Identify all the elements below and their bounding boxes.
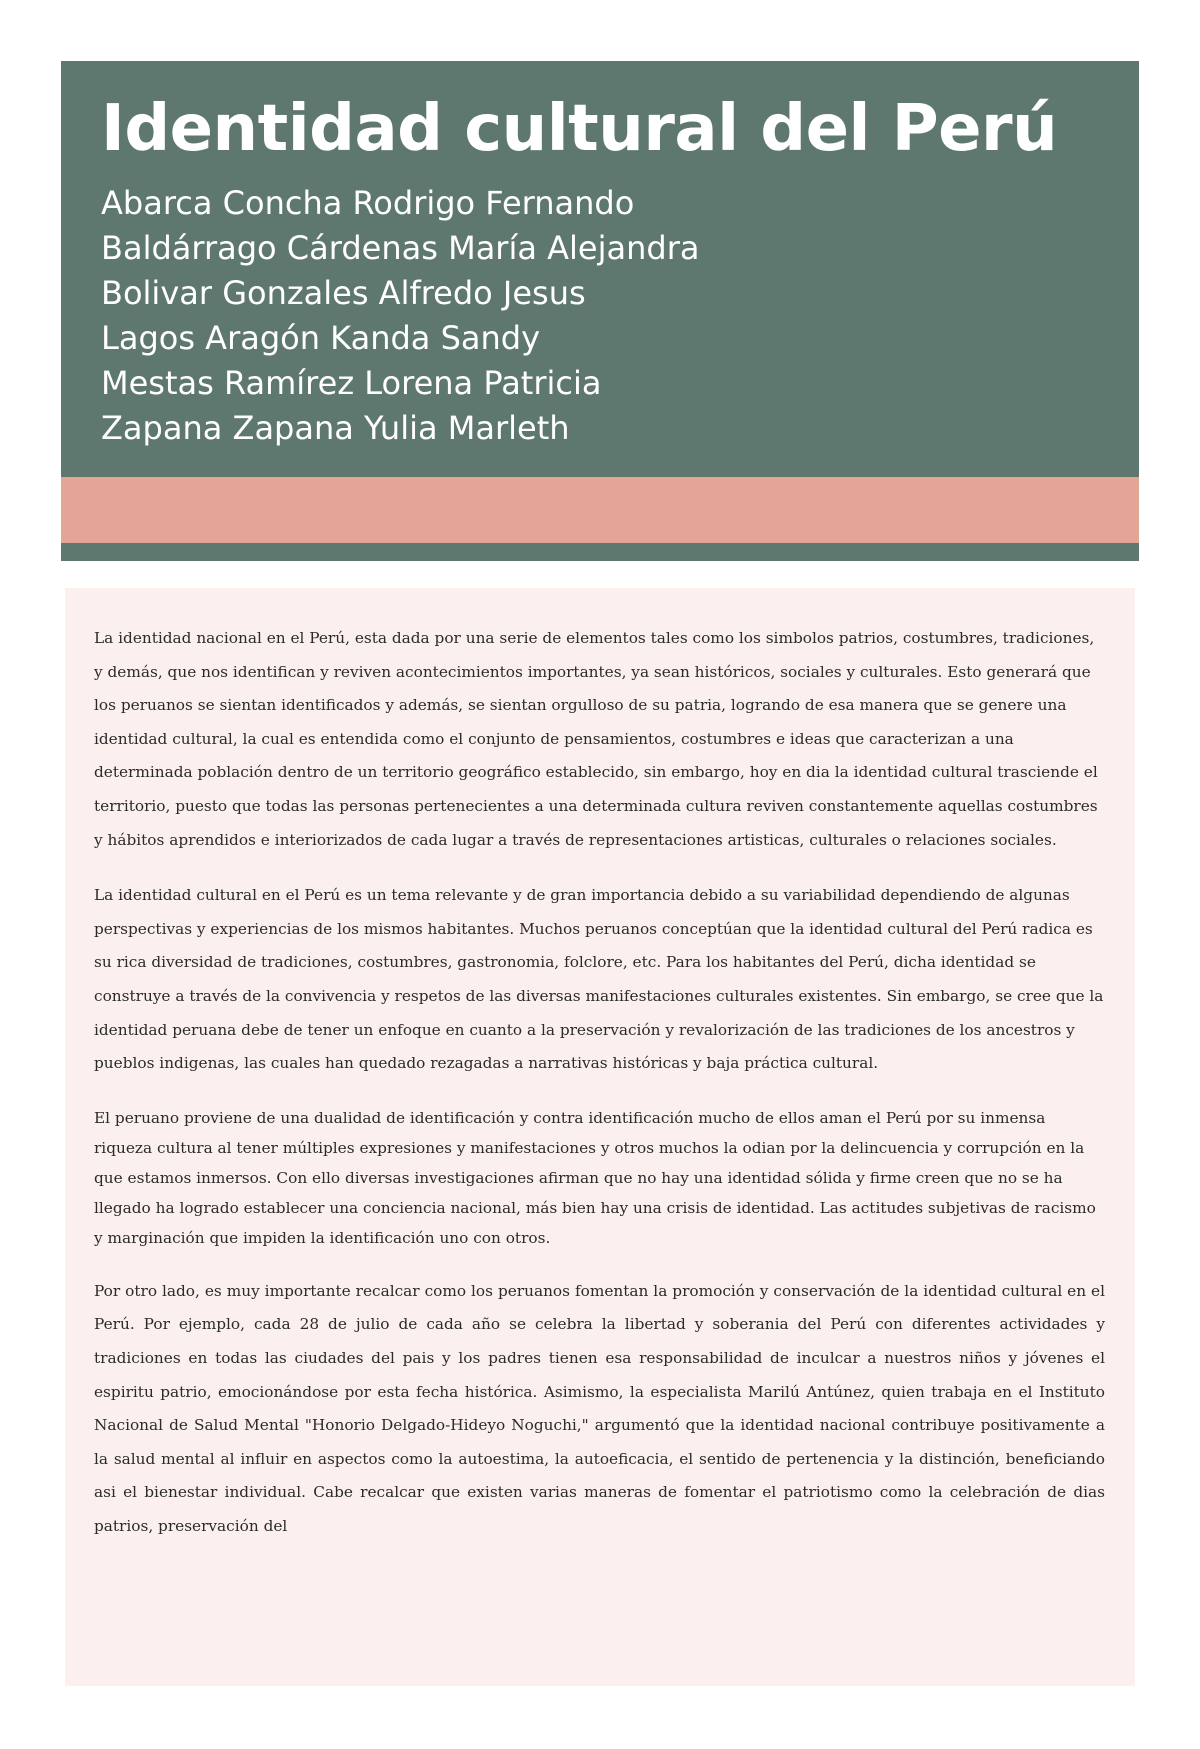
author-list <box>101 181 699 451</box>
author-name: Bolivar Gonzales Alfredo Jesus <box>101 274 586 312</box>
author-name: Abarca Concha Rodrigo Fernando <box>101 184 635 222</box>
paragraph-1: La identidad nacional en el Perú, esta dada por una serie de elementos tales como los simbolos patrios, costumbres, tradiciones, y demás, que nos identifican y reviven acontecimientos importantes, ya sean históricos, sociales y culturales. Esto generará que los peruanos se sientan identificados y además, se sientan orgulloso de su patria, logrando de esa manera que se genere una identidad cultural, la cual es entendida como el conjunto de pensamientos, costumbres e ideas que caracterizan a una determinada población dentro de un territorio geográfico establecido, sin embargo, hoy en dia la identidad cultural trasciende el territorio, puesto que todas las personas pertenecientes a una determinada cultura reviven constantemente aquellas costumbres y hábitos aprendidos e interiorizados de cada lugar a través de representaciones artisticas, culturales o relaciones sociales. <box>94 629 1098 849</box>
author-name: Baldárrago Cárdenas María Alejandra <box>101 229 700 267</box>
body-text-panel <box>65 588 1135 1686</box>
author-name: Zapana Zapana Yulia Marleth <box>101 409 570 447</box>
header-banner <box>61 61 1139 561</box>
paragraph-2: La identidad cultural en el Perú es un tema relevante y de gran importancia debido a su variabilidad dependiendo de algunas perspectivas y experiencias de los mismos habitantes. Muchos peruanos conceptúan que la identidad cultural del Perú radica es su rica diversidad de tradiciones, costumbres, gastronomia, folclore, etc. Para los habitantes del Perú, dicha identidad se construye a través de la convivencia y respetos de las diversas manifestaciones culturales existentes. Sin embargo, se cree que la identidad peruana debe de tener un enfoque en cuanto a la preservación y revalorización de las tradiciones de los ancestros y pueblos indigenas, las cuales han quedado rezagadas a narrativas históricas y baja práctica cultural. <box>94 886 1104 1073</box>
author-name: Mestas Ramírez Lorena Patricia <box>101 364 602 402</box>
page-title: Identidad cultural del Perú <box>101 92 1058 166</box>
paragraph-3: El peruano proviene de una dualidad de identificación y contra identificación mucho de ellos aman el Perú por su inmensa riqueza cultura al tener múltiples expresiones y manifestaciones y otros muchos la odian por la delincuencia y corrupción en la que estamos inmersos. Con ello diversas investigaciones afirman que no hay una identidad sólida y firme creen que no se ha llegado ha logrado establecer una conciencia nacional, más bien hay una crisis de identidad. Las actitudes subjetivas de racismo y marginación que impiden la identificación uno con otros. <box>94 1108 1096 1247</box>
paragraph-4: Por otro lado, es muy importante recalcar como los peruanos fomentan la promoción y conservación de la identidad cultural en el Perú. Por ejemplo, cada 28 de julio de cada año se celebra la libertad y soberania del Perú con diferentes actividades y tradiciones en todas las ciudades del pais y los padres tienen esa responsabilidad de inculcar a nuestros niños y jóvenes el espiritu patrio, emocionándose por esta fecha histórica. Asimismo, la especialista Marilú Antúnez, quien trabaja en el Instituto Nacional de Salud Mental "Honorio Delgado-Hideyo Noguchi," argumentó que la identidad nacional contribuye positivamente a la salud mental al influir en aspectos como la autoestima, la autoeficacia, el sentido de pertenencia y la distinción, beneficiando asi el bienestar individual. Cabe recalcar que existen varias maneras de fomentar el patriotismo como la celebración de dias patrios, preservación del <box>94 1281 1105 1535</box>
author-name: Lagos Aragón Kanda Sandy <box>101 319 541 357</box>
accent-band <box>61 477 1139 543</box>
